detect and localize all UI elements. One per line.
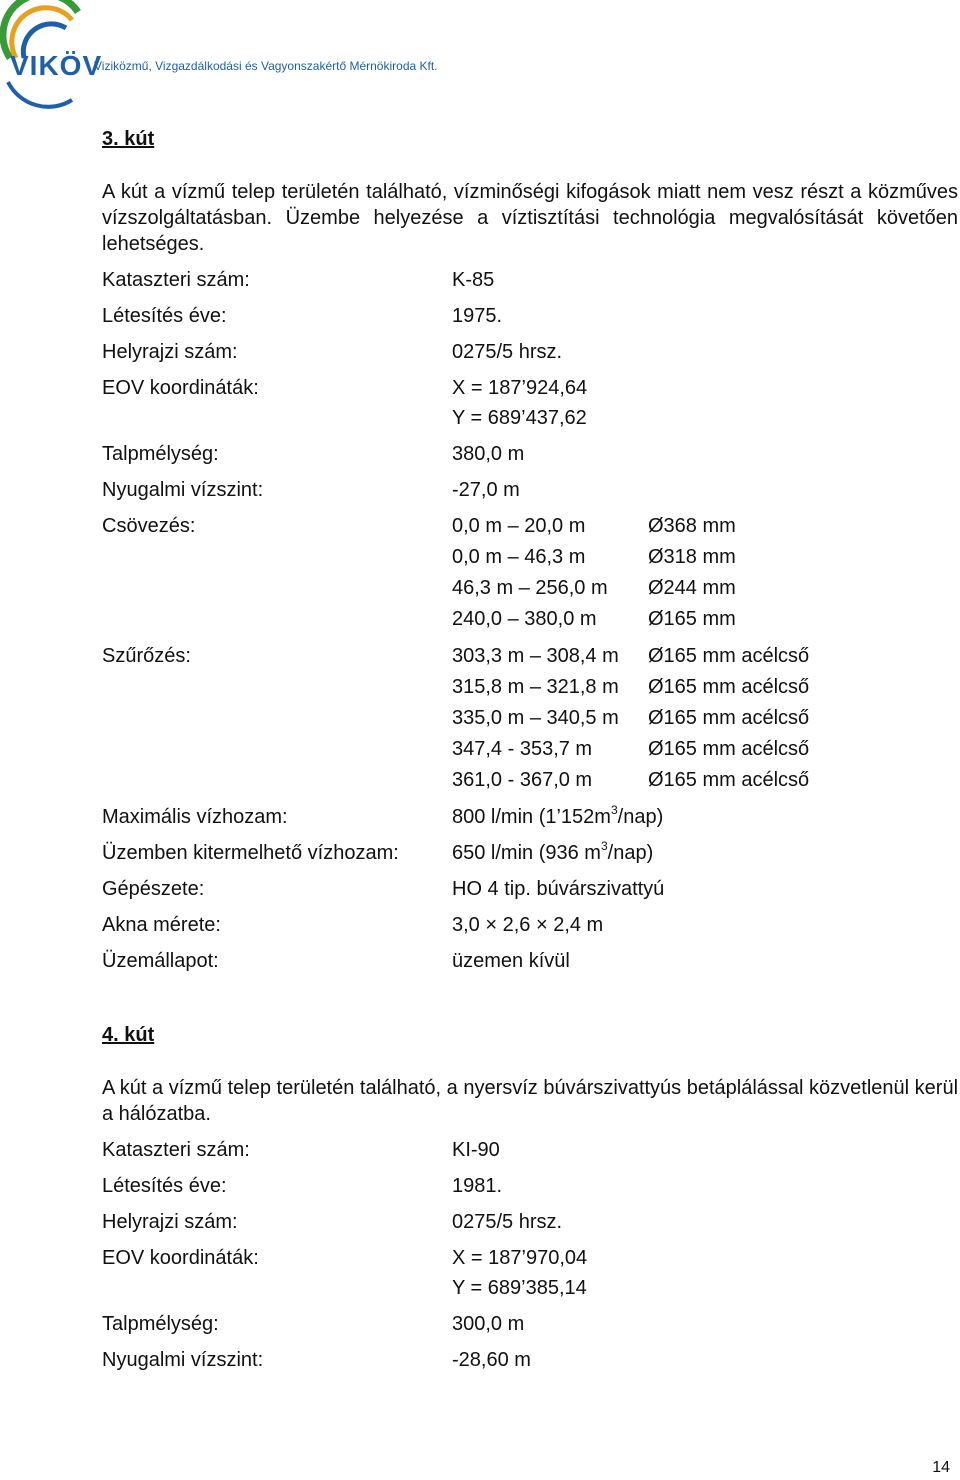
machinery-label: Gépészete: bbox=[102, 878, 205, 900]
parcel-row bbox=[102, 337, 958, 367]
eov-x: X = 187’924,64 bbox=[452, 377, 588, 399]
cadastral-value: KI-90 bbox=[452, 1139, 500, 1161]
machinery-value: HO 4 tip. búvárszivattyú bbox=[452, 878, 665, 900]
shaft-row bbox=[102, 910, 958, 940]
parcel-value: 0275/5 hrsz. bbox=[452, 1211, 563, 1233]
static-level-row bbox=[102, 1345, 958, 1375]
screen-item: 335,0 m – 340,5 m Ø165 mm acélcső bbox=[452, 707, 810, 729]
document-body bbox=[102, 126, 958, 1375]
cadastral-label: Kataszteri szám: bbox=[102, 1139, 250, 1161]
parcel-value: 0275/5 hrsz. bbox=[452, 341, 563, 363]
depth-row bbox=[102, 1309, 958, 1339]
year-row bbox=[102, 1171, 958, 1201]
year-row bbox=[102, 301, 958, 331]
eov-label: EOV koordináták: bbox=[102, 377, 259, 399]
shaft-value: 3,0 × 2,6 × 2,4 m bbox=[452, 914, 604, 936]
casing-item: 240,0 – 380,0 m Ø165 mm bbox=[452, 608, 736, 630]
eov-y: Y = 689’437,62 bbox=[452, 407, 587, 429]
well-4-intro: A kút a vízmű telep területén található, a nyersvíz búvárszivattyús betáplálással közvetlenül kerül a hálózatba. bbox=[102, 1077, 959, 1125]
eov-x: X = 187’970,04 bbox=[452, 1247, 588, 1269]
year-label: Létesítés éve: bbox=[102, 1175, 227, 1197]
screen-item: 303,3 m – 308,4 m Ø165 mm acélcső bbox=[452, 645, 810, 667]
depth-row bbox=[102, 439, 958, 469]
depth-label: Talpmélység: bbox=[102, 443, 219, 465]
static-level-value: -28,60 m bbox=[452, 1349, 531, 1371]
eov-row bbox=[102, 1243, 958, 1303]
parcel-label: Helyrajzi szám: bbox=[102, 341, 238, 363]
status-row bbox=[102, 946, 958, 976]
well-4-section bbox=[102, 1022, 958, 1375]
shaft-label: Akna mérete: bbox=[102, 914, 221, 936]
static-level-label: Nyugalmi vízszint: bbox=[102, 479, 264, 501]
depth-value: 300,0 m bbox=[452, 1313, 525, 1335]
static-level-value: -27,0 m bbox=[452, 479, 520, 501]
op-yield-row bbox=[102, 838, 958, 868]
well-4-title: 4. kút bbox=[102, 1024, 155, 1046]
casing-item: 46,3 m – 256,0 m Ø244 mm bbox=[452, 577, 736, 599]
status-value: üzemen kívül bbox=[452, 950, 570, 972]
screen-item: 361,0 - 367,0 m Ø165 mm acélcső bbox=[452, 769, 810, 791]
status-label: Üzemállapot: bbox=[102, 950, 219, 972]
static-level-label: Nyugalmi vízszint: bbox=[102, 1349, 264, 1371]
op-yield-label: Üzemben kitermelhető vízhozam: bbox=[102, 842, 399, 864]
year-label: Létesítés éve: bbox=[102, 305, 227, 327]
parcel-label: Helyrajzi szám: bbox=[102, 1211, 238, 1233]
max-yield-row bbox=[102, 802, 958, 832]
static-level-row bbox=[102, 475, 958, 505]
cadastral-row bbox=[102, 1135, 958, 1165]
parcel-row bbox=[102, 1207, 958, 1237]
eov-row bbox=[102, 373, 958, 433]
depth-value: 380,0 m bbox=[452, 443, 525, 465]
year-value: 1981. bbox=[452, 1175, 503, 1197]
casing-item: 0,0 m – 46,3 m Ø318 mm bbox=[452, 546, 736, 568]
year-value: 1975. bbox=[452, 305, 503, 327]
cadastral-value: K-85 bbox=[452, 269, 495, 291]
op-yield-value: 650 l/min (936 $m^3/nap$) bbox=[452, 839, 654, 864]
screen-label: Szűrőzés: bbox=[102, 645, 191, 667]
casing-label: Csövezés: bbox=[102, 515, 196, 537]
cadastral-label: Kataszteri szám: bbox=[102, 269, 250, 291]
page-number: 14 bbox=[932, 1459, 950, 1476]
casing-row bbox=[102, 511, 958, 635]
machinery-row bbox=[102, 874, 958, 904]
company-name: Viziközmű, Vizgazdálkodási és Vagyonszakértő Mérnökiroda Kft. bbox=[94, 59, 438, 73]
well-3-title: 3. kút bbox=[102, 128, 155, 150]
screen-row bbox=[102, 641, 958, 796]
casing-item: 0,0 m – 20,0 m Ø368 mm bbox=[452, 515, 736, 537]
casing-list bbox=[452, 511, 958, 635]
max-yield-value: 800 l/min $(1’152m^3/nap)$ bbox=[452, 803, 664, 828]
well-3-intro: A kút a vízmű telep területén található, vízminőségi kifogások miatt nem vesz részt a közműves vízszolgáltatásban. Üzembe helyezése a víztisztítási technológia megvalósítását követően lehetséges. bbox=[102, 181, 958, 255]
eov-label: EOV koordináták: bbox=[102, 1247, 259, 1269]
screen-list bbox=[452, 641, 958, 796]
page-header bbox=[0, 0, 960, 110]
screen-item: 347,4 - 353,7 m Ø165 mm acélcső bbox=[452, 738, 810, 760]
depth-label: Talpmélység: bbox=[102, 1313, 219, 1335]
screen-item: 315,8 m – 321,8 m Ø165 mm acélcső bbox=[452, 676, 810, 698]
cadastral-row bbox=[102, 265, 958, 295]
logo-text: VIKÖV bbox=[10, 50, 103, 81]
max-yield-label: Maximális vízhozam: bbox=[102, 806, 288, 828]
well-3-section bbox=[102, 126, 958, 976]
eov-y: Y = 689’385,14 bbox=[452, 1277, 587, 1299]
